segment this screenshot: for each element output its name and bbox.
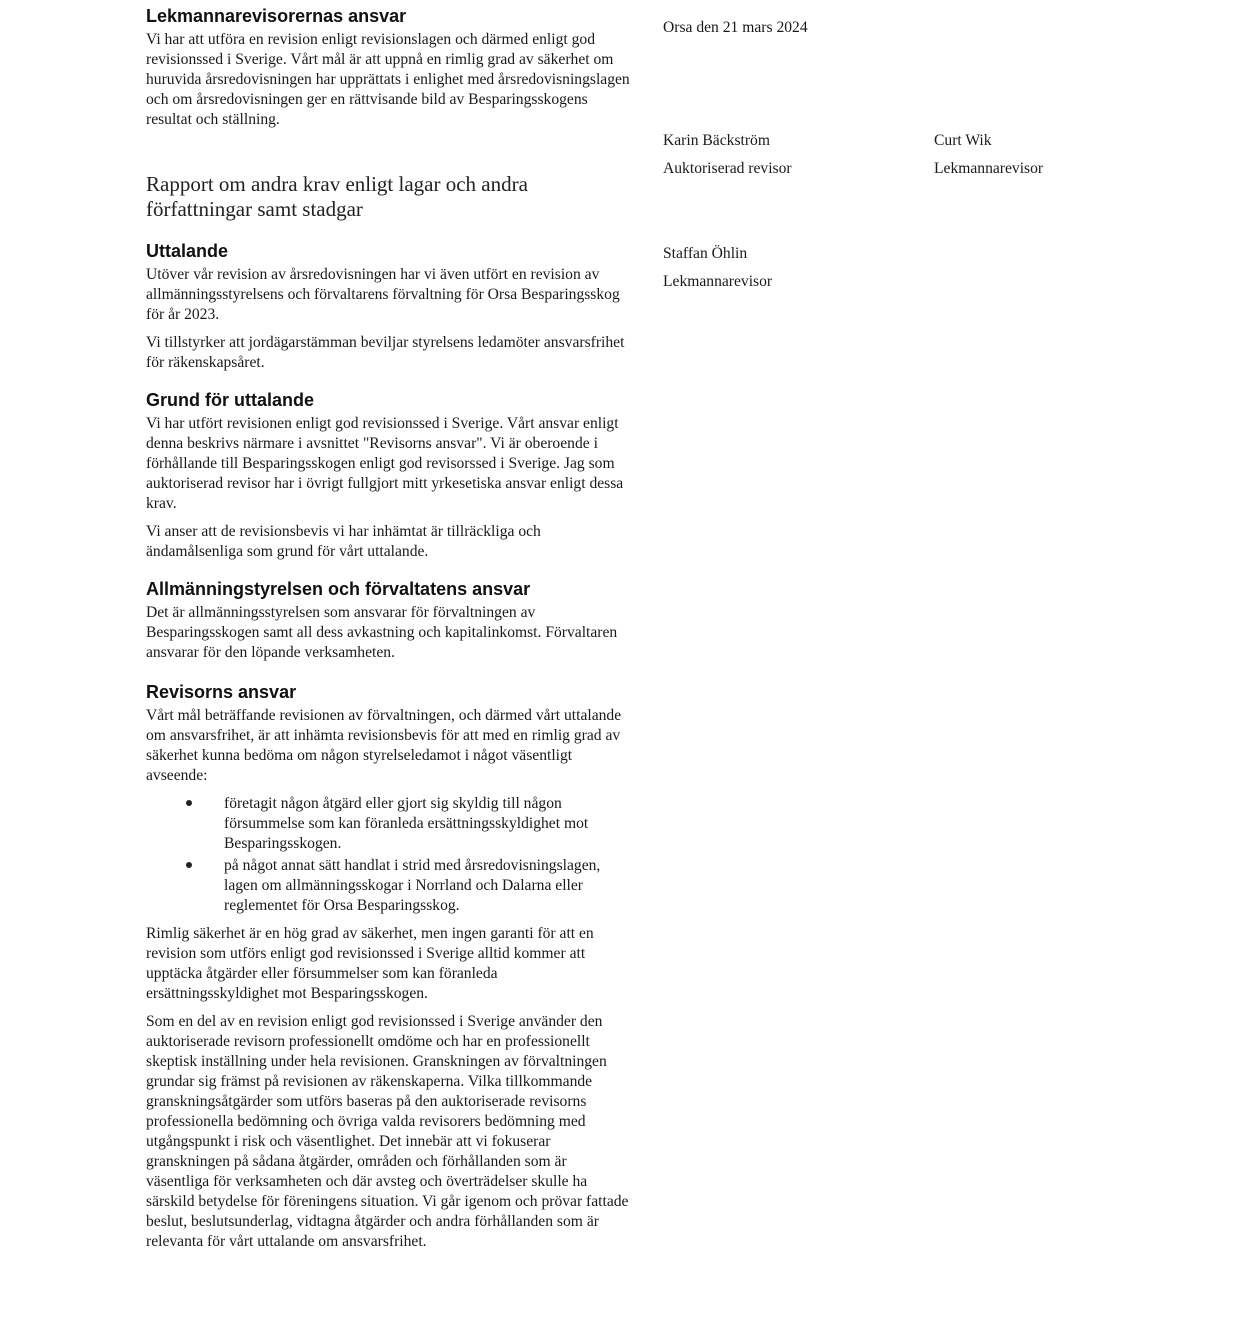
report-body xyxy=(146,5,631,1260)
paragraph-revisorns-ansvar-1: Vårt mål beträffande revisionen av förvaltningen, och därmed vårt uttalande om ansvarsfrihet, är att inhämta revisionsbevis för att med en rimlig grad av säkerhet kunna bedöma om någon styrelseledamot i något väsentligt avseende: xyxy=(146,707,622,784)
signatory-title: Lekmannarevisor xyxy=(934,160,1044,177)
section-heading-grund: Grund för uttalande xyxy=(146,390,314,410)
list-item xyxy=(146,856,631,916)
signatory-name: Karin Bäckström xyxy=(663,132,770,149)
bullet-icon xyxy=(186,800,192,806)
paragraph-lekmannarevisorer: Vi har att utföra en revision enligt revisionslagen och därmed enligt god revisionssed i Sverige. Vårt mål är att uppnå en rimlig grad av säkerhet om huruvida årsredovisningen har upprättats i enlighet med årsredovisningslagen och om årsredovisningen ger en rättvisande bild av Besparingsskogens resultat och ställning. xyxy=(146,31,630,128)
signatory-title: Lekmannarevisor xyxy=(663,273,773,290)
section-heading-uttalande: Uttalande xyxy=(146,241,229,261)
report-heading-line-2: författningar samt stadgar xyxy=(146,197,363,221)
bullet-icon xyxy=(186,862,192,868)
signatory-name: Staffan Öhlin xyxy=(663,245,748,262)
paragraph-revisorns-ansvar-2: Rimlig säkerhet är en hög grad av säkerhet, men ingen garanti för att en revision som utförs enligt god revisionssed i Sverige alltid kommer att upptäcka åtgärder eller försummelser som kan föranleda ersättningsskyldighet mot Besparingsskogen. xyxy=(146,925,594,1002)
criteria-list xyxy=(146,794,631,916)
signatory-name: Curt Wik xyxy=(934,132,992,149)
section-heading-lekmannarevisorer: Lekmannarevisorernas ansvar xyxy=(146,6,407,26)
signatory-title: Auktoriserad revisor xyxy=(663,160,792,177)
paragraph-grund-1: Vi har utfört revisionen enligt god revisionssed i Sverige. Vårt ansvar enligt denna beskrivs närmare i avsnittet "Revisorns ansvar". Vi är oberoende i förhållande till Besparingsskogen enligt god revisorssed i Sverige. Jag som auktoriserad revisor har i övrigt fullgjort mitt yrkesetiska ansvar enligt dessa krav. xyxy=(146,415,624,512)
paragraph-revisorns-ansvar-3: Som en del av en revision enligt god revisionssed i Sverige använder den auktoriserade revisorn professionellt omdöme och har en professionellt skeptisk inställning under hela revisionen. Granskningen av förvaltningen grundar sig främst på revisionen av räkenskaperna. Vilka tillkommande granskningsåtgärder som utförs baseras på den auktoriserade revisorns professionella bedömning och övriga valda revisorers bedömning med utgångspunkt i risk och väsentlighet. Det innebär att vi fokuserar granskningen på sådana åtgärder, områden och förhållanden som är väsentliga för verksamheten och där avsteg och överträdelser skulle ha särskild betydelse för föreningens situation. Vi går igenom och prövar fattade beslut, beslutsunderlag, vidtagna åtgärder och andra förhållanden som är relevanta för vårt uttalande om ansvarsfrihet. xyxy=(146,1013,629,1250)
paragraph-allmanningstyrelsen: Det är allmänningsstyrelsen som ansvarar för förvaltningen av Besparingsskogen samt all dess avkastning och kapitalinkomst. Förvaltaren ansvarar för den löpande verksamheten. xyxy=(146,604,618,661)
paragraph-grund-2: Vi anser att de revisionsbevis vi har inhämtat är tillräckliga och ändamålsenliga som grund för vårt uttalande. xyxy=(146,523,541,560)
list-item-text: företagit någon åtgärd eller gjort sig skyldig till någon försummelse som kan föranleda ersättningsskyldighet mot Besparingsskogen. xyxy=(224,795,589,852)
section-heading-allmanningstyrelsen: Allmänningstyrelsen och förvaltatens ansvar xyxy=(146,579,531,599)
section-heading-revisorns-ansvar: Revisorns ansvar xyxy=(146,682,297,702)
list-item xyxy=(146,794,631,854)
place-and-date: Orsa den 21 mars 2024 xyxy=(663,19,808,36)
list-item-text: på något annat sätt handlat i strid med årsredovisningslagen, lagen om allmänningsskogar i Norrland och Dalarna eller reglementet för Orsa Besparingsskog. xyxy=(224,857,601,914)
paragraph-uttalande-2: Vi tillstyrker att jordägarstämman beviljar styrelsens ledamöter ansvarsfrihet för räkenskapsåret. xyxy=(146,334,625,371)
paragraph-uttalande-1: Utöver vår revision av årsredovisningen har vi även utfört en revision av allmänningsstyrelsens och förvaltarens förvaltning för Orsa Besparingsskog för år 2023. xyxy=(146,266,620,323)
report-heading-line-1: Rapport om andra krav enligt lagar och andra xyxy=(146,172,528,196)
